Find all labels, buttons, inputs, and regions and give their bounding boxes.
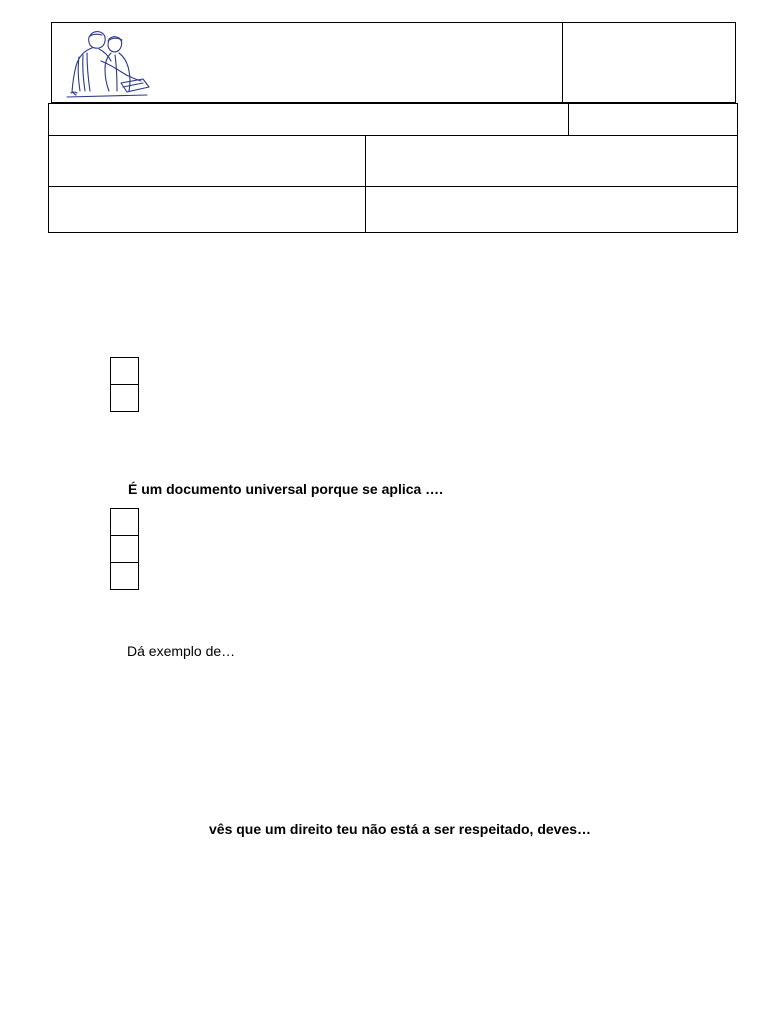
question-right-not-respected: vês que um direito teu não está a ser respeitado, deves… [209,821,592,837]
question-universal-document: É um documento universal porque se aplica …. [128,481,444,497]
info-row [48,103,738,136]
info-grid-vertical-divider [365,136,366,232]
header-box [51,22,736,103]
answer-checkbox-1b[interactable] [110,384,139,412]
answer-checkbox-2a[interactable] [110,508,139,536]
info-grid [48,135,738,233]
answer-checkbox-1a[interactable] [110,357,139,385]
question-give-example: Dá exemplo de… [127,643,236,659]
answer-checkbox-2b[interactable] [110,535,139,563]
teacher-student-illustration-icon [59,27,151,99]
answer-checkbox-2c[interactable] [110,562,139,590]
header-divider [562,23,563,102]
info-grid-horizontal-divider [49,186,737,187]
info-row-divider [568,104,569,135]
